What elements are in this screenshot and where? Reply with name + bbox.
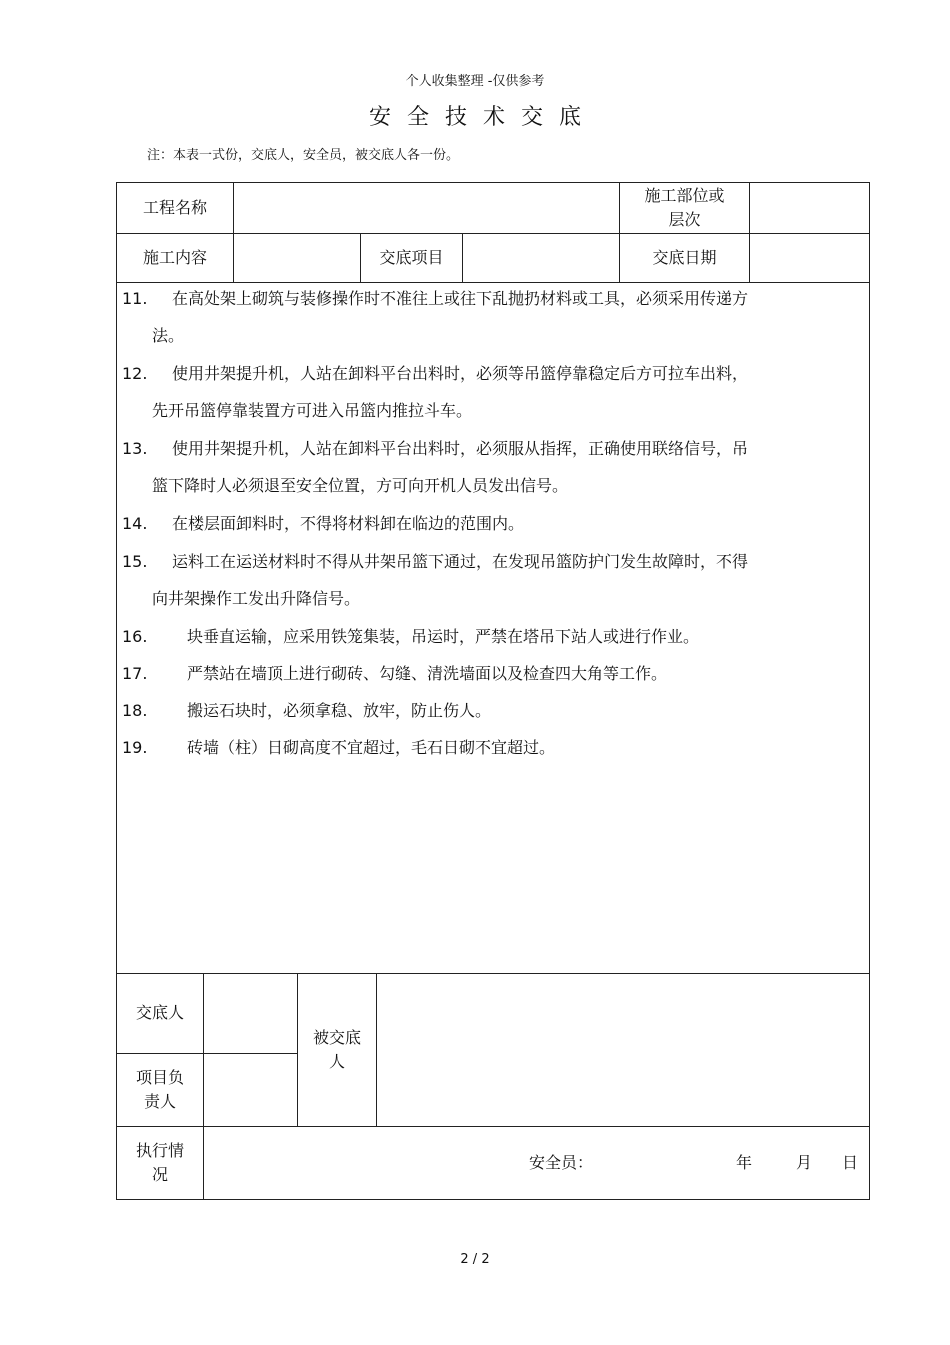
header-note: 个人收集整理 -仅供参考 [405, 74, 545, 89]
location-field[interactable] [750, 183, 869, 233]
item-number: 17. [122, 664, 148, 683]
item-text: 使用井架提升机，人站在卸料平台出料时，必须等吊篮停靠稳定后方可拉车出料， [172, 364, 749, 383]
list-item [122, 280, 822, 354]
list-item [122, 430, 822, 504]
label-location: 施工部位或层次 [644, 186, 725, 229]
item-text: 使用井架提升机，人站在卸料平台出料时，必须服从指挥，正确使用联络信号，吊 [172, 439, 749, 458]
form-note: 注：本表一式份，交底人，安全员，被交底人各一份。 [147, 148, 460, 163]
item-number: 14. [122, 514, 148, 533]
label-project-name: 工程名称 [142, 198, 207, 217]
list-item [122, 692, 822, 729]
col-divider [376, 973, 377, 1126]
label-content: 施工内容 [142, 247, 207, 267]
project-name-field[interactable] [234, 183, 619, 233]
item-text: 运料工在运送材料时不得从井架吊篮下通过，在发现吊篮防护门发生故障时，不得 [172, 552, 749, 571]
item-text: 砖墙（柱）日砌高度不宜超过，毛石日砌不宜超过。 [187, 738, 556, 757]
item-number: 12. [122, 364, 148, 383]
item-number: 13. [122, 439, 148, 458]
label-safety-officer: 安全员： [529, 1152, 594, 1172]
list-item [122, 655, 822, 692]
row-divider [117, 973, 869, 974]
label-date: 交底日期 [652, 247, 717, 267]
label-recipient: 被交底人 [312, 1027, 361, 1071]
item-field[interactable] [463, 233, 619, 282]
label-day: 日 [841, 1152, 858, 1172]
list-item [122, 543, 822, 617]
item-continuation: 向井架操作工发出升降信号。 [152, 589, 361, 608]
label-item: 交底项目 [379, 247, 444, 267]
list-item [122, 618, 822, 655]
item-number: 18. [122, 701, 148, 720]
item-continuation: 篮下降时人必须退至安全位置，方可向开机人员发出信号。 [152, 476, 569, 495]
label-execution: 执行情况 [135, 1140, 184, 1184]
item-continuation: 法。 [152, 326, 185, 345]
label-project-leader: 项目负责人 [135, 1067, 184, 1111]
page-number: 2 / 2 [460, 1252, 490, 1267]
item-text: 搬运石块时，必须拿稳、放牢，防止伤人。 [187, 701, 492, 720]
item-text: 严禁站在墙顶上进行砌砖、勾缝、清洗墙面以及检查四大角等工作。 [187, 664, 668, 683]
col-divider [203, 973, 204, 1199]
label-month: 月 [795, 1152, 812, 1172]
item-number: 16. [122, 627, 148, 646]
label-year: 年 [735, 1152, 752, 1172]
item-text: 在楼层面卸料时，不得将材料卸在临边的范围内。 [172, 514, 525, 533]
list-item [122, 505, 822, 542]
list-item [122, 355, 822, 429]
item-number: 19. [122, 738, 148, 757]
item-text: 在高处架上砌筑与装修操作时不准往上或往下乱抛扔材料或工具，必须采用传递方 [172, 289, 749, 308]
content-field[interactable] [234, 233, 360, 282]
item-number: 11. [122, 289, 148, 308]
item-text: 块垂直运输，应采用铁笼集装，吊运时，严禁在塔吊下站人或进行作业。 [187, 627, 700, 646]
page-title: 安全技术交底 [368, 105, 597, 130]
label-discloser: 交底人 [135, 1003, 184, 1022]
list-item [122, 729, 822, 766]
date-field[interactable] [750, 233, 869, 282]
item-continuation: 先开吊篮停靠装置方可进入吊篮内推拉斗车。 [152, 401, 473, 420]
item-number: 15. [122, 552, 148, 571]
